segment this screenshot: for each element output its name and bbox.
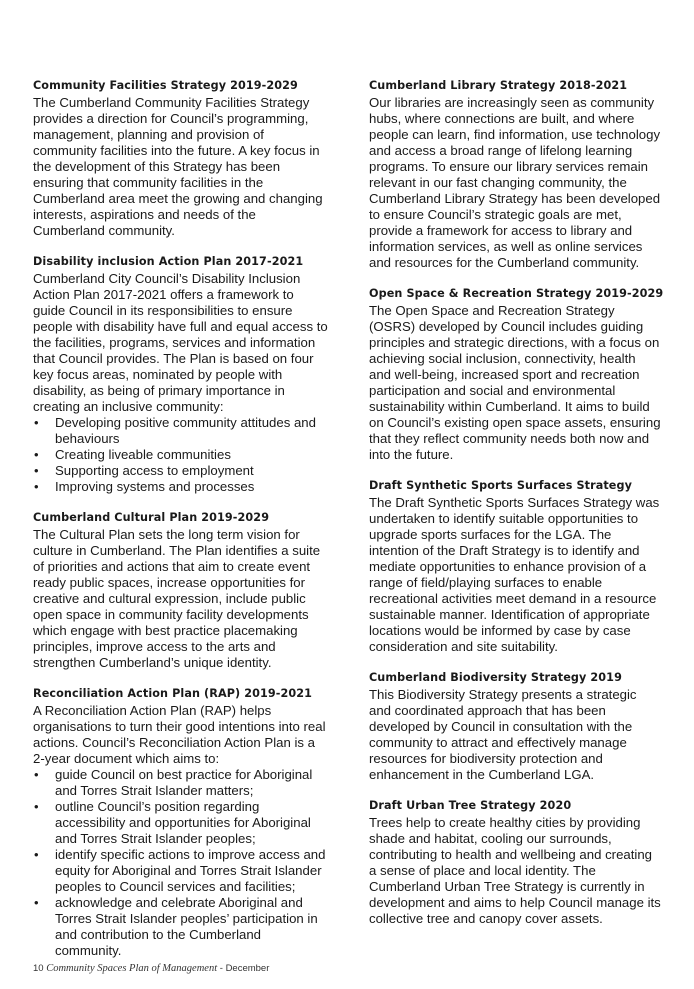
right-column <box>369 79 664 943</box>
section-heading: Cumberland Cultural Plan 2019-2029 <box>33 511 270 524</box>
section-community-facilities <box>33 79 329 239</box>
document-title: Community Spaces Plan of Management <box>46 963 218 974</box>
bullet-list <box>33 415 329 495</box>
list-item: • Supporting access to employment <box>33 463 329 479</box>
list-item: • guide Council on best practice for Aboriginal and Torres Strait Islander matters; <box>33 767 329 799</box>
left-column <box>33 79 329 975</box>
section-heading: Cumberland Biodiversity Strategy 2019 <box>369 671 622 684</box>
footer-date: December <box>225 963 270 974</box>
section-body: The Open Space and Recreation Strategy (OSRS) developed by Council includes guiding principles and strategic directions, with a focus on achieving social inclusion, connectivity, health and well-being, increased sport and recreation participation and social and environmental sustainability within Cumberland. It aims to build on Council’s existing open space assets, ensuring that they reflect community needs both now and into the future. <box>369 303 661 462</box>
section-reconciliation-plan <box>33 687 329 959</box>
list-item: • identify specific actions to improve access and equity for Aboriginal and Torres Strait Islander peoples to Council services and facilities; <box>33 847 329 895</box>
section-body: A Reconciliation Action Plan (RAP) helps organisations to turn their good intentions into real actions. Council’s Reconciliation Action Plan is a 2-year document which aims to: <box>33 703 326 766</box>
section-heading: Community Facilities Strategy 2019-2029 <box>33 79 298 92</box>
section-heading: Cumberland Library Strategy 2018-2021 <box>369 79 628 92</box>
list-item: • outline Council’s position regarding accessibility and opportunities for Aboriginal and Torres Strait Islander peoples; <box>33 799 329 847</box>
section-cultural-plan <box>33 511 329 671</box>
section-open-space-recreation <box>369 287 664 463</box>
section-heading: Reconciliation Action Plan (RAP) 2019-2021 <box>33 687 313 700</box>
section-body: The Cultural Plan sets the long term vision for culture in Cumberland. The Plan identifies a suite of priorities and actions that aim to create event ready public spaces, increase opportunities for creative and cultural expression, include public open space in community facility developments which engage with best practice placemaking principles, improve access to the arts and strengthen Cumberland’s unique identity. <box>33 527 321 670</box>
section-urban-tree-strategy <box>369 799 661 927</box>
section-body: Trees help to create healthy cities by providing shade and habitat, cooling our surrounds, contributing to health and wellbeing and creating a sense of place and local identity. The Cumberland Urban Tree Strategy is currently in development and aims to help Council manage its collective tree and canopy cover assets. <box>369 815 661 926</box>
footer-separator: - <box>219 963 223 974</box>
section-body: Our libraries are increasingly seen as community hubs, where connections are built, and where people can learn, find information, use technology and access a broad range of lifelong learning programs. To ensure our library services remain relevant in our fast changing community, the Cumberland Library Strategy has been developed to ensure Council’s strategic goals are met, provide a framework for access to library and information services, as well as online services and resources for the Cumberland community. <box>369 95 661 270</box>
list-item: • Developing positive community attitudes and behaviours <box>33 415 329 447</box>
section-body: The Draft Synthetic Sports Surfaces Strategy was undertaken to identify suitable opportunities to upgrade sports surfaces for the LGA. The intention of the Draft Strategy is to identify and mediate opportunities to enhance provision of a range of field/playing surfaces to enable recreational activities meet demand in a resource sustainable manner. Identification of appropriate locations would be informed by case by case consideration and site suitability. <box>369 495 660 654</box>
list-item: • Improving systems and processes <box>33 479 329 495</box>
section-disability-inclusion <box>33 255 329 495</box>
section-biodiversity-strategy <box>369 671 661 783</box>
section-heading: Open Space & Recreation Strategy 2019-2029 <box>369 287 664 300</box>
section-heading: Disability inclusion Action Plan 2017-2021 <box>33 255 304 268</box>
section-heading: Draft Synthetic Sports Surfaces Strategy <box>369 479 632 492</box>
page-footer <box>33 963 269 974</box>
section-synthetic-surfaces <box>369 479 661 655</box>
list-item: • Creating liveable communities <box>33 447 329 463</box>
bullet-list <box>33 767 329 959</box>
section-body: The Cumberland Community Facilities Strategy provides a direction for Council’s programming, management, planning and provision of community facilities into the future. A key focus in the development of this Strategy has been ensuring that community facilities in the Cumberland area meet the growing and changing interests, aspirations and needs of the Cumberland community. <box>33 95 323 238</box>
section-body: This Biodiversity Strategy presents a strategic and coordinated approach that has been developed by Council in consultation with the community to attract and effectively manage resources for biodiversity protection and enhancement in the Cumberland LGA. <box>369 687 637 782</box>
list-item: • acknowledge and celebrate Aboriginal and Torres Strait Islander peoples’ participation in and contribution to the Cumberland community. <box>33 895 329 959</box>
section-body: Cumberland City Council’s Disability Inclusion Action Plan 2017-2021 offers a framework to guide Council in its responsibilities to ensure people with disability have full and equal access to the facilities, programs, services and information that Council provides. The Plan is based on four key focus areas, nominated by people with disability, as being of primary importance in creating an inclusive community: <box>33 271 328 414</box>
section-library-strategy <box>369 79 661 271</box>
section-heading: Draft Urban Tree Strategy 2020 <box>369 799 572 812</box>
page-number: 10 <box>33 963 44 974</box>
